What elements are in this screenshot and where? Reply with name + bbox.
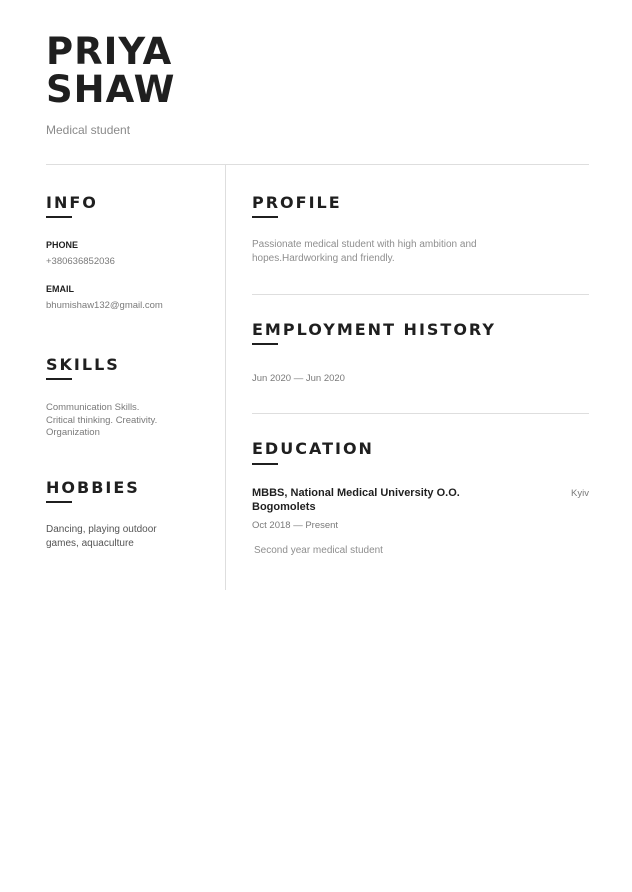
email-label: EMAIL — [46, 284, 74, 294]
profile-divider — [252, 294, 589, 295]
skills-heading: SKILLS — [46, 355, 120, 374]
hobbies-heading: HOBBIES — [46, 478, 140, 497]
phone-value: +380636852036 — [46, 256, 115, 267]
hobby-line: games, aquaculture — [46, 538, 134, 549]
email-value: bhumishaw132@gmail.com — [46, 300, 163, 311]
info-heading: INFO — [46, 193, 98, 212]
profile-heading: PROFILE — [252, 193, 342, 212]
name-first-line: PRIYA — [46, 30, 173, 73]
skill-line: Communication Skills. — [46, 402, 140, 413]
profile-heading-underline — [252, 216, 278, 218]
name-last-line: SHAW — [46, 68, 176, 111]
profile-line: hopes.Hardworking and friendly. — [252, 253, 395, 264]
skills-heading-underline — [46, 378, 72, 380]
profile-line: Passionate medical student with high ambition and — [252, 239, 477, 250]
hobbies-text — [46, 523, 216, 551]
education-heading: EDUCATION — [252, 439, 374, 458]
header-divider — [46, 164, 589, 165]
employment-date-range: Jun 2020 — Jun 2020 — [252, 373, 345, 384]
resume-name — [46, 30, 176, 111]
skills-list — [46, 402, 216, 440]
skill-line: Organization — [46, 427, 100, 438]
education-title-line: Bogomolets — [252, 501, 316, 513]
education-date-range: Oct 2018 — Present — [252, 520, 339, 531]
employment-heading-underline — [252, 343, 278, 345]
employment-heading: EMPLOYMENT HISTORY — [252, 320, 496, 339]
hobbies-heading-underline — [46, 501, 72, 503]
employment-divider — [252, 413, 589, 414]
skill-line: Critical thinking. Creativity. — [46, 414, 158, 426]
education-location: Kyiv — [571, 488, 589, 499]
education-heading-underline — [252, 463, 278, 465]
hobby-line: Dancing, playing outdoor — [46, 524, 157, 535]
education-title-line: MBBS, National Medical University O.O. — [252, 487, 460, 499]
column-divider — [225, 165, 226, 590]
education-description: Second year medical student — [254, 545, 383, 556]
phone-label: PHONE — [46, 240, 79, 250]
job-title: Medical student — [46, 123, 131, 137]
info-heading-underline — [46, 216, 72, 218]
education-degree-institution — [252, 486, 512, 514]
profile-summary — [252, 238, 552, 266]
